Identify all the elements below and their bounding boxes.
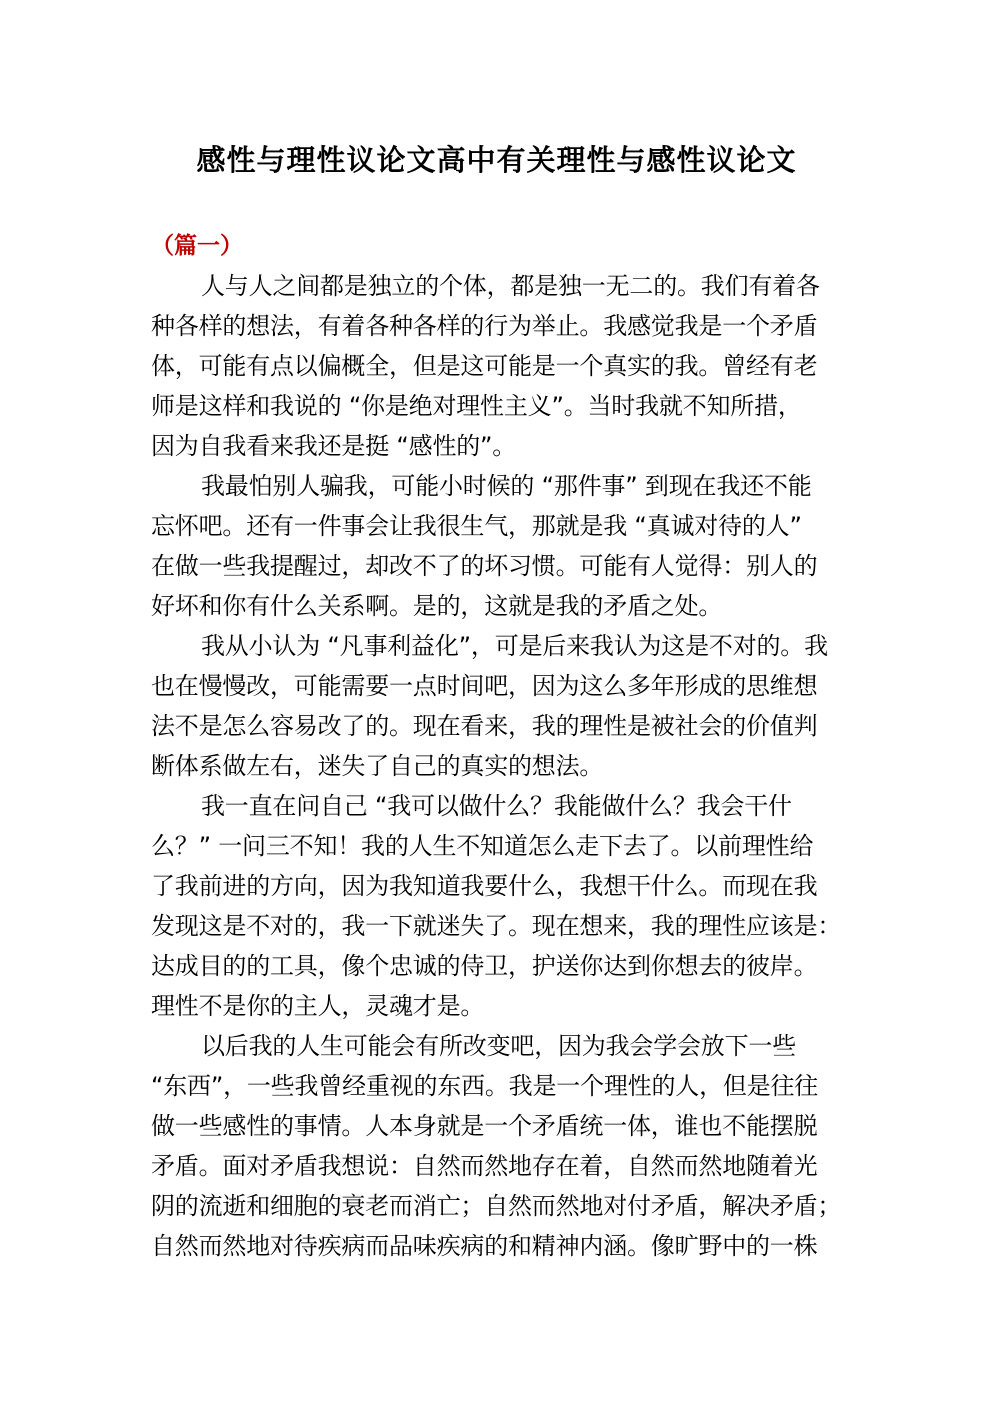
paragraph-line: 种各样的想法，有着各种各样的行为举止。我感觉我是一个矛盾: [151, 312, 818, 340]
paragraph-line: 阴的流逝和细胞的衰老而消亡；自然而然地对付矛盾，解决矛盾；: [151, 1192, 842, 1220]
article-body: [151, 266, 851, 1266]
paragraph-line: 断体系做左右，迷失了自己的真实的想法。: [151, 752, 604, 780]
paragraph-line: 理性不是你的主人，灵魂才是。: [151, 992, 485, 1020]
paragraph-line: 体，可能有点以偏概全，但是这可能是一个真实的我。曾经有老: [151, 352, 818, 380]
paragraph-line: 么？” 一问三不知！我的人生不知道怎么走下去了。以前理性给: [151, 832, 814, 860]
paragraph-line: 以后我的人生可能会有所改变吧，因为我会学会放下一些: [201, 1032, 796, 1060]
paragraph-line: 我最怕别人骗我，可能小时候的 “那件事” 到现在我还不能: [201, 472, 812, 500]
paragraph-line: 因为自我看来我还是挺 “感性的”。: [151, 432, 517, 460]
paragraph-line: 也在慢慢改，可能需要一点时间吧，因为这么多年形成的思维想: [151, 672, 818, 700]
paragraph: [151, 626, 851, 786]
paragraph-line: 发现这是不对的，我一下就迷失了。现在想来，我的理性应该是：: [151, 912, 842, 940]
section-label: （篇一）: [151, 232, 243, 259]
paragraph-line: 矛盾。面对矛盾我想说：自然而然地存在着，自然而然地随着光: [151, 1152, 818, 1180]
paragraph-line: 了我前进的方向，因为我知道我要什么，我想干什么。而现在我: [151, 872, 818, 900]
paragraph-line: 忘怀吧。还有一件事会让我很生气，那就是我 “真诚对待的人”: [151, 512, 802, 540]
paragraph-line: 达成目的的工具，像个忠诚的侍卫，护送你达到你想去的彼岸。: [151, 952, 818, 980]
paragraph-line: “东西”，一些我曾经重视的东西。我是一个理性的人，但是往往: [151, 1072, 819, 1100]
paragraph-line: 我一直在问自己 “我可以做什么？我能做什么？我会干什: [201, 792, 792, 820]
paragraph-line: 在做一些我提醒过，却改不了的坏习惯。可能有人觉得：别人的: [151, 552, 818, 580]
paragraph-line: 人与人之间都是独立的个体，都是独一无二的。我们有着各: [201, 272, 820, 300]
paragraph-line: 好坏和你有什么关系啊。是的，这就是我的矛盾之处。: [151, 592, 723, 620]
paragraph: [151, 1026, 851, 1266]
paragraph: [151, 786, 851, 1026]
paragraph-line: 自然而然地对待疾病而品味疾病的和精神内涵。像旷野中的一株: [151, 1232, 818, 1260]
paragraph: [151, 466, 851, 626]
paragraph-line: 师是这样和我说的 “你是绝对理性主义”。当时我就不知所措，: [151, 392, 802, 420]
paragraph: [151, 266, 851, 466]
paragraph-line: 法不是怎么容易改了的。现在看来，我的理性是被社会的价值判: [151, 712, 818, 740]
paragraph-line: 我从小认为 “凡事利益化”，可是后来我认为这是不对的。我: [201, 632, 828, 660]
document-title: 感性与理性议论文高中有关理性与感性议论文: [196, 143, 797, 177]
paragraph-line: 做一些感性的事情。人本身就是一个矛盾统一体，谁也不能摆脱: [151, 1112, 818, 1140]
